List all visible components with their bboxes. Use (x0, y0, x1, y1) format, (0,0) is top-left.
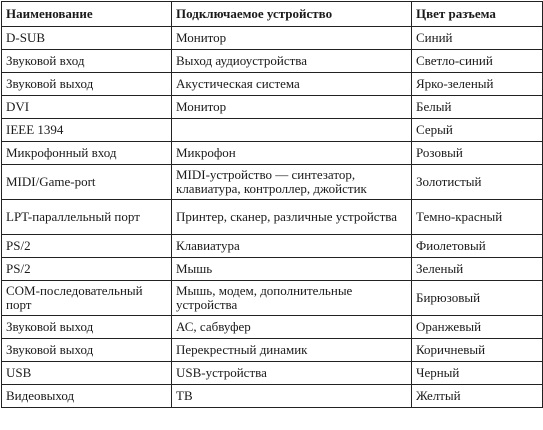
cell-color: Оранжевый (412, 316, 543, 339)
table-row (2, 200, 543, 235)
cell-color: Серый (412, 119, 543, 142)
header-device: Подключаемое устройство (172, 2, 412, 27)
cell-color: Желтый (412, 385, 543, 408)
cell-device: USB-устройства (172, 362, 412, 385)
table-row (2, 96, 543, 119)
cell-device: Перекрестный динамик (172, 339, 412, 362)
cell-device: Клавиатура (172, 235, 412, 258)
connector-table (1, 1, 543, 408)
table-row (2, 316, 543, 339)
cell-name: IEEE 1394 (2, 119, 172, 142)
cell-device: Мышь (172, 258, 412, 281)
table-row (2, 27, 543, 50)
cell-color: Темно-красный (412, 200, 543, 235)
cell-device: Монитор (172, 96, 412, 119)
table-row (2, 385, 543, 408)
header-name: Наименование (2, 2, 172, 27)
cell-color: Бирюзовый (412, 281, 543, 316)
cell-name: PS/2 (2, 235, 172, 258)
cell-name: Звуковой выход (2, 316, 172, 339)
cell-color: Черный (412, 362, 543, 385)
cell-device (172, 119, 412, 142)
table-row (2, 235, 543, 258)
cell-name: Звуковой выход (2, 339, 172, 362)
cell-color: Белый (412, 96, 543, 119)
cell-name: LPT-параллельный порт (2, 200, 172, 235)
cell-color: Розовый (412, 142, 543, 165)
cell-color: Синий (412, 27, 543, 50)
cell-device: Акустическая система (172, 73, 412, 96)
cell-name: MIDI/Game-port (2, 165, 172, 200)
cell-name: DVI (2, 96, 172, 119)
cell-name: COM-последовательный порт (2, 281, 172, 316)
cell-color: Золотистый (412, 165, 543, 200)
cell-name: Микрофонный вход (2, 142, 172, 165)
table-row (2, 339, 543, 362)
table-row (2, 50, 543, 73)
cell-device: АС, сабвуфер (172, 316, 412, 339)
cell-device: Принтер, сканер, различные устройства (172, 200, 412, 235)
cell-device: Мышь, модем, дополнительные устройства (172, 281, 412, 316)
cell-name: Звуковой вход (2, 50, 172, 73)
cell-color: Ярко-зеленый (412, 73, 543, 96)
table-row (2, 73, 543, 96)
cell-color: Коричневый (412, 339, 543, 362)
cell-color: Фиолетовый (412, 235, 543, 258)
cell-device: Выход аудиоустройства (172, 50, 412, 73)
table-row (2, 362, 543, 385)
cell-name: D-SUB (2, 27, 172, 50)
cell-name: Видеовыход (2, 385, 172, 408)
table-row (2, 258, 543, 281)
cell-name: USB (2, 362, 172, 385)
cell-name: PS/2 (2, 258, 172, 281)
cell-device: Монитор (172, 27, 412, 50)
cell-device: MIDI-устройство — синтезатор, клавиатура, контроллер, джойстик (172, 165, 412, 200)
table-row (2, 281, 543, 316)
cell-color: Зеленый (412, 258, 543, 281)
header-color: Цвет разъема (412, 2, 543, 27)
cell-device: ТВ (172, 385, 412, 408)
table-row (2, 119, 543, 142)
cell-color: Светло-синий (412, 50, 543, 73)
table-header-row (2, 2, 543, 27)
table-row (2, 165, 543, 200)
table-row (2, 142, 543, 165)
cell-name: Звуковой выход (2, 73, 172, 96)
cell-device: Микрофон (172, 142, 412, 165)
